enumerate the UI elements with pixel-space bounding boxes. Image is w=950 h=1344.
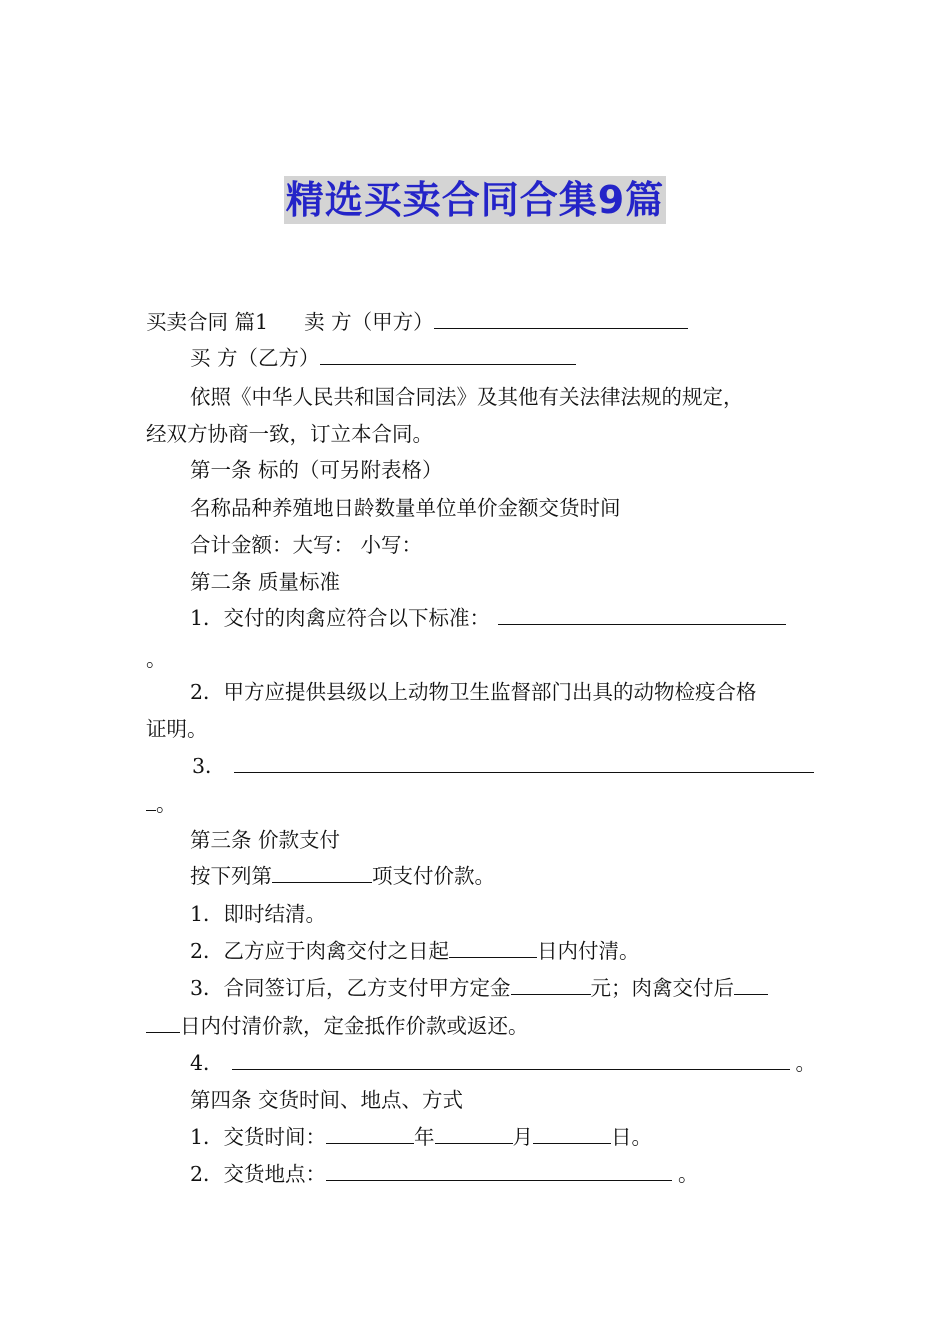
payment-item-4-number: 4．	[190, 1051, 224, 1075]
payment-item-1: 1．即时结清。	[190, 902, 327, 926]
quality-item-1	[190, 604, 786, 632]
payment-item-3-text: 3．合同签订后，乙方支付甲方定金	[190, 976, 511, 1000]
total-amount: 合计金额：大写： 小写：	[190, 533, 423, 557]
preamble-line-1: 依照《中华人民共和国合同法》及其他有关法律法规的规定，	[190, 385, 744, 409]
payment-item-2	[190, 937, 640, 965]
delivery-time-line	[190, 1123, 652, 1151]
payment-item-2-tail: 日内付清。	[537, 939, 640, 963]
payment-option-label: 按下列第	[190, 864, 272, 888]
payment-item-4-blank	[232, 1049, 790, 1070]
article-4-heading: 第四条 交货时间、地点、方式	[190, 1088, 464, 1112]
buyer-line	[190, 344, 576, 372]
subject-columns: 名称品种养殖地日龄数量单位单价金额交货时间	[190, 496, 621, 520]
delivery-place-period: 。	[678, 1162, 699, 1186]
day-label: 日。	[611, 1125, 653, 1149]
quality-item-1-end: 。	[146, 647, 167, 671]
payment-item-3-line-2-text: 日内付清价款，定金抵作价款或返还。	[180, 1014, 529, 1038]
document-title-text: 精选买卖合同合集9篇	[285, 178, 665, 222]
contract-header-line	[146, 308, 688, 336]
quality-item-3-number: 3．	[192, 754, 226, 778]
buyer-label: 买 方（乙方）	[190, 346, 320, 370]
quality-item-3-blank	[234, 752, 814, 773]
payment-item-4	[190, 1049, 816, 1077]
delivery-days-blank	[734, 974, 768, 995]
payment-item-4-period: 。	[795, 1051, 817, 1075]
delivery-days-blank-cont	[146, 1012, 180, 1033]
delivery-year-blank	[326, 1123, 414, 1144]
delivery-place-blank	[326, 1160, 672, 1181]
delivery-place-label: 2．交货地点：	[190, 1162, 327, 1186]
quality-item-2-line-1: 2．甲方应提供县级以上动物卫生监督部门出具的动物检疫合格	[190, 680, 757, 704]
preamble-line-2: 经双方协商一致，订立本合同。	[146, 422, 433, 446]
quality-item-3-end	[146, 790, 177, 818]
delivery-day-blank	[533, 1123, 611, 1144]
quality-item-3	[192, 752, 814, 780]
quality-item-2-line-2: 证明。	[146, 717, 208, 741]
payment-item-3-line-2	[146, 1012, 529, 1040]
seller-label: 卖 方（甲方）	[304, 310, 434, 334]
payment-days-blank	[449, 937, 537, 958]
payment-item-3-line-1	[190, 974, 768, 1002]
year-label: 年	[414, 1125, 435, 1149]
quality-item-1-text: 1．交付的肉禽应符合以下标准：	[190, 606, 491, 630]
article-1-heading: 第一条 标的（可另附表格）	[190, 458, 443, 482]
article-2-heading: 第二条 质量标准	[190, 570, 341, 594]
delivery-time-label: 1．交货时间：	[190, 1125, 327, 1149]
article-3-heading: 第三条 价款支付	[190, 828, 341, 852]
payment-option-line	[190, 862, 495, 890]
payment-item-2-text: 2．乙方应于肉禽交付之日起	[190, 939, 450, 963]
delivery-place-line	[190, 1160, 699, 1188]
quality-item-3-blank-tail	[146, 790, 156, 811]
document-title	[0, 176, 950, 224]
seller-blank	[434, 308, 688, 329]
deposit-amount-blank	[511, 974, 591, 995]
quality-standard-blank	[498, 604, 786, 625]
buyer-blank	[320, 344, 576, 365]
quality-item-3-period: 。	[156, 792, 177, 816]
delivery-month-blank	[435, 1123, 513, 1144]
contract-heading: 买卖合同 篇1	[146, 310, 269, 334]
payment-option-blank	[272, 862, 372, 883]
payment-item-3-mid: 元；肉禽交付后	[590, 976, 735, 1000]
month-label: 月	[512, 1125, 534, 1149]
payment-option-tail: 项支付价款。	[372, 864, 495, 888]
